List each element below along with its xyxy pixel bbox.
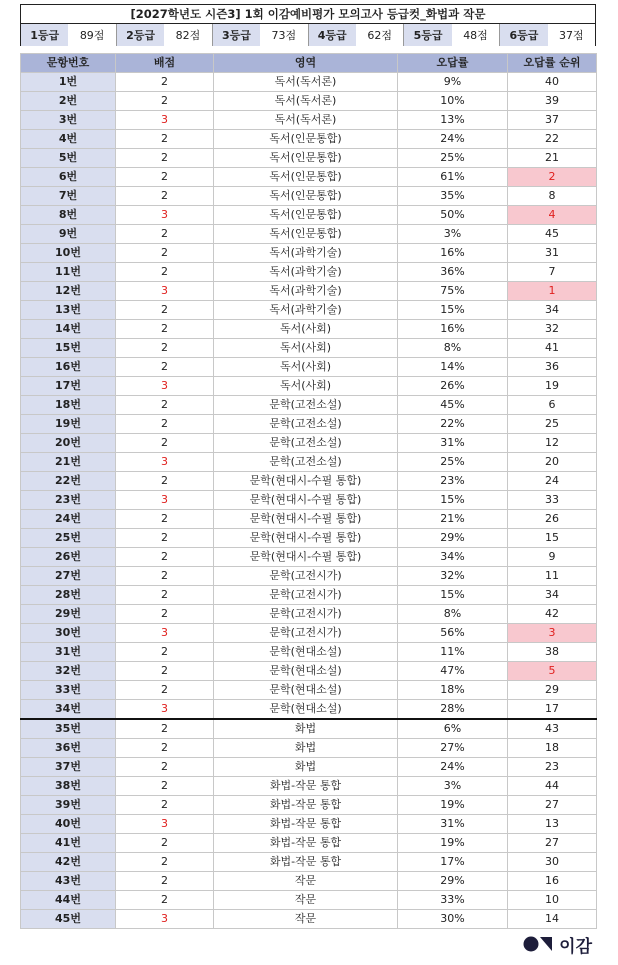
wrong-rate-rank-cell: 33 xyxy=(508,491,597,510)
question-number-cell: 11번 xyxy=(21,263,116,282)
question-number-cell: 34번 xyxy=(21,700,116,720)
wrong-rate-cell: 15% xyxy=(398,491,508,510)
points-cell: 2 xyxy=(116,681,214,700)
table-row xyxy=(21,187,597,206)
wrong-rate-cell: 15% xyxy=(398,301,508,320)
wrong-rate-cell: 45% xyxy=(398,396,508,415)
wrong-rate-cell: 3% xyxy=(398,777,508,796)
table-row xyxy=(21,643,597,662)
question-number-cell: 43번 xyxy=(21,872,116,891)
wrong-rate-cell: 32% xyxy=(398,567,508,586)
table-row xyxy=(21,624,597,643)
question-number-cell: 38번 xyxy=(21,777,116,796)
question-number-cell: 8번 xyxy=(21,206,116,225)
wrong-rate-cell: 24% xyxy=(398,130,508,149)
points-cell: 2 xyxy=(116,834,214,853)
wrong-rate-rank-cell: 36 xyxy=(508,358,597,377)
wrong-rate-rank-cell: 6 xyxy=(508,396,597,415)
wrong-rate-rank-cell: 23 xyxy=(508,758,597,777)
points-cell: 2 xyxy=(116,472,214,491)
area-cell: 독서(인문통합) xyxy=(214,149,398,168)
question-number-cell: 26번 xyxy=(21,548,116,567)
area-cell: 화법 xyxy=(214,719,398,739)
points-cell: 2 xyxy=(116,130,214,149)
wrong-rate-cell: 31% xyxy=(398,434,508,453)
points-cell: 2 xyxy=(116,662,214,681)
question-number-cell: 22번 xyxy=(21,472,116,491)
table-row xyxy=(21,796,597,815)
points-cell: 2 xyxy=(116,777,214,796)
question-number-cell: 37번 xyxy=(21,758,116,777)
wrong-rate-rank-cell: 13 xyxy=(508,815,597,834)
question-number-cell: 13번 xyxy=(21,301,116,320)
wrong-rate-rank-cell: 1 xyxy=(508,282,597,301)
grade-score: 48점 xyxy=(452,24,500,46)
wrong-rate-rank-cell: 2 xyxy=(508,168,597,187)
table-row xyxy=(21,396,597,415)
wrong-rate-cell: 25% xyxy=(398,453,508,472)
wrong-rate-cell: 34% xyxy=(398,548,508,567)
points-cell: 3 xyxy=(116,815,214,834)
area-cell: 문학(현대시-수필 통합) xyxy=(214,491,398,510)
wrong-rate-cell: 47% xyxy=(398,662,508,681)
wrong-rate-cell: 16% xyxy=(398,244,508,263)
wrong-rate-rank-cell: 43 xyxy=(508,719,597,739)
grade-label: 5등급 xyxy=(404,24,451,46)
question-number-cell: 39번 xyxy=(21,796,116,815)
area-cell: 독서(과학기술) xyxy=(214,282,398,301)
table-row xyxy=(21,377,597,396)
wrong-rate-rank-cell: 27 xyxy=(508,834,597,853)
wrong-rate-rank-cell: 17 xyxy=(508,700,597,720)
wrong-rate-cell: 6% xyxy=(398,719,508,739)
wrong-rate-cell: 3% xyxy=(398,225,508,244)
question-number-cell: 9번 xyxy=(21,225,116,244)
wrong-rate-rank-cell: 12 xyxy=(508,434,597,453)
points-cell: 2 xyxy=(116,719,214,739)
question-number-cell: 41번 xyxy=(21,834,116,853)
points-cell: 2 xyxy=(116,586,214,605)
area-cell: 문학(현대소설) xyxy=(214,643,398,662)
question-number-cell: 20번 xyxy=(21,434,116,453)
area-cell: 독서(사회) xyxy=(214,377,398,396)
wrong-rate-rank-cell: 25 xyxy=(508,415,597,434)
question-number-cell: 25번 xyxy=(21,529,116,548)
wrong-rate-cell: 29% xyxy=(398,529,508,548)
table-row xyxy=(21,244,597,263)
wrong-rate-cell: 14% xyxy=(398,358,508,377)
page-title: [2027학년도 시즌3] 1회 이감예비평가 모의고사 등급컷_화법과 작문 xyxy=(21,5,595,24)
wrong-rate-cell: 10% xyxy=(398,92,508,111)
wrong-rate-rank-cell: 44 xyxy=(508,777,597,796)
points-cell: 2 xyxy=(116,73,214,92)
wrong-rate-rank-cell: 32 xyxy=(508,320,597,339)
question-number-cell: 30번 xyxy=(21,624,116,643)
wrong-rate-rank-cell: 14 xyxy=(508,910,597,929)
wrong-rate-rank-cell: 31 xyxy=(508,244,597,263)
wrong-rate-rank-cell: 34 xyxy=(508,586,597,605)
points-cell: 3 xyxy=(116,700,214,720)
wrong-rate-cell: 56% xyxy=(398,624,508,643)
area-cell: 문학(현대시-수필 통합) xyxy=(214,472,398,491)
logo-text: 이감 xyxy=(559,936,592,957)
question-number-cell: 36번 xyxy=(21,739,116,758)
column-header: 문항번호 xyxy=(21,54,116,73)
area-cell: 화법-작문 통합 xyxy=(214,834,398,853)
points-cell: 2 xyxy=(116,529,214,548)
area-cell: 문학(고전소설) xyxy=(214,415,398,434)
wrong-rate-cell: 23% xyxy=(398,472,508,491)
wrong-rate-rank-cell: 22 xyxy=(508,130,597,149)
area-cell: 독서(과학기술) xyxy=(214,244,398,263)
wrong-rate-rank-cell: 19 xyxy=(508,377,597,396)
wrong-rate-cell: 33% xyxy=(398,891,508,910)
wrong-rate-cell: 13% xyxy=(398,111,508,130)
question-number-cell: 6번 xyxy=(21,168,116,187)
grade-label: 6등급 xyxy=(500,24,547,46)
points-cell: 3 xyxy=(116,111,214,130)
points-cell: 2 xyxy=(116,301,214,320)
area-cell: 독서(인문통합) xyxy=(214,168,398,187)
question-number-cell: 4번 xyxy=(21,130,116,149)
wrong-rate-cell: 11% xyxy=(398,643,508,662)
table-row xyxy=(21,453,597,472)
wrong-rate-rank-cell: 20 xyxy=(508,453,597,472)
points-cell: 2 xyxy=(116,187,214,206)
question-number-cell: 40번 xyxy=(21,815,116,834)
table-row xyxy=(21,853,597,872)
points-cell: 2 xyxy=(116,567,214,586)
points-cell: 2 xyxy=(116,510,214,529)
table-row xyxy=(21,700,597,720)
wrong-rate-rank-cell: 21 xyxy=(508,149,597,168)
area-cell: 문학(현대소설) xyxy=(214,662,398,681)
grade-cut-row xyxy=(21,24,595,46)
points-cell: 2 xyxy=(116,339,214,358)
area-cell: 독서(인문통합) xyxy=(214,225,398,244)
area-cell: 화법 xyxy=(214,739,398,758)
grade-score: 89점 xyxy=(68,24,116,46)
wrong-rate-rank-cell: 24 xyxy=(508,472,597,491)
question-number-cell: 14번 xyxy=(21,320,116,339)
table-row xyxy=(21,605,597,624)
question-number-cell: 29번 xyxy=(21,605,116,624)
table-row xyxy=(21,510,597,529)
area-cell: 독서(인문통합) xyxy=(214,130,398,149)
area-cell: 문학(고전시가) xyxy=(214,586,398,605)
area-cell: 독서(독서론) xyxy=(214,73,398,92)
area-cell: 작문 xyxy=(214,910,398,929)
table-header-row xyxy=(21,54,597,73)
wrong-rate-rank-cell: 40 xyxy=(508,73,597,92)
grade-score: 82점 xyxy=(164,24,212,46)
table-row xyxy=(21,491,597,510)
points-cell: 2 xyxy=(116,739,214,758)
points-cell: 3 xyxy=(116,910,214,929)
wrong-rate-rank-cell: 27 xyxy=(508,796,597,815)
points-cell: 3 xyxy=(116,282,214,301)
area-cell: 화법-작문 통합 xyxy=(214,777,398,796)
points-cell: 2 xyxy=(116,263,214,282)
wrong-rate-cell: 31% xyxy=(398,815,508,834)
wrong-rate-rank-cell: 34 xyxy=(508,301,597,320)
grade-score: 73점 xyxy=(260,24,308,46)
wrong-rate-rank-cell: 4 xyxy=(508,206,597,225)
wrong-rate-cell: 75% xyxy=(398,282,508,301)
area-cell: 문학(고전소설) xyxy=(214,434,398,453)
area-cell: 문학(고전소설) xyxy=(214,453,398,472)
points-cell: 2 xyxy=(116,853,214,872)
table-row xyxy=(21,777,597,796)
wrong-rate-cell: 24% xyxy=(398,758,508,777)
table-row xyxy=(21,719,597,739)
question-number-cell: 12번 xyxy=(21,282,116,301)
table-row xyxy=(21,73,597,92)
wrong-rate-rank-cell: 30 xyxy=(508,853,597,872)
table-row xyxy=(21,758,597,777)
area-cell: 문학(현대소설) xyxy=(214,700,398,720)
wrong-rate-rank-cell: 26 xyxy=(508,510,597,529)
grade-score: 37점 xyxy=(548,24,595,46)
table-row xyxy=(21,586,597,605)
igam-logo-icon xyxy=(523,936,553,952)
table-row xyxy=(21,472,597,491)
grade-label: 4등급 xyxy=(309,24,356,46)
table-row xyxy=(21,225,597,244)
table-row xyxy=(21,872,597,891)
area-cell: 문학(고전소설) xyxy=(214,396,398,415)
table-row xyxy=(21,320,597,339)
table-row xyxy=(21,168,597,187)
wrong-rate-cell: 26% xyxy=(398,377,508,396)
question-number-cell: 21번 xyxy=(21,453,116,472)
table-row xyxy=(21,206,597,225)
wrong-rate-cell: 30% xyxy=(398,910,508,929)
grade-label: 1등급 xyxy=(21,24,68,46)
area-cell: 독서(독서론) xyxy=(214,92,398,111)
area-cell: 작문 xyxy=(214,872,398,891)
wrong-rate-cell: 50% xyxy=(398,206,508,225)
area-cell: 문학(현대시-수필 통합) xyxy=(214,510,398,529)
wrong-rate-rank-cell: 38 xyxy=(508,643,597,662)
table-row xyxy=(21,834,597,853)
area-cell: 문학(고전시가) xyxy=(214,567,398,586)
area-cell: 화법-작문 통합 xyxy=(214,815,398,834)
area-cell: 문학(현대소설) xyxy=(214,681,398,700)
question-number-cell: 32번 xyxy=(21,662,116,681)
points-cell: 3 xyxy=(116,377,214,396)
points-cell: 2 xyxy=(116,244,214,263)
wrong-rate-rank-cell: 3 xyxy=(508,624,597,643)
wrong-rate-rank-cell: 41 xyxy=(508,339,597,358)
wrong-rate-cell: 22% xyxy=(398,415,508,434)
grade-label: 2등급 xyxy=(117,24,164,46)
area-cell: 화법-작문 통합 xyxy=(214,796,398,815)
wrong-rate-cell: 19% xyxy=(398,834,508,853)
wrong-rate-cell: 27% xyxy=(398,739,508,758)
table-row xyxy=(21,149,597,168)
table-row xyxy=(21,282,597,301)
table-row xyxy=(21,739,597,758)
points-cell: 2 xyxy=(116,396,214,415)
wrong-rate-cell: 35% xyxy=(398,187,508,206)
question-number-cell: 17번 xyxy=(21,377,116,396)
area-cell: 독서(인문통합) xyxy=(214,187,398,206)
question-number-cell: 44번 xyxy=(21,891,116,910)
points-cell: 2 xyxy=(116,434,214,453)
wrong-rate-rank-cell: 7 xyxy=(508,263,597,282)
area-cell: 독서(인문통합) xyxy=(214,206,398,225)
question-number-cell: 23번 xyxy=(21,491,116,510)
points-cell: 3 xyxy=(116,453,214,472)
wrong-rate-cell: 18% xyxy=(398,681,508,700)
wrong-rate-rank-cell: 18 xyxy=(508,739,597,758)
points-cell: 2 xyxy=(116,149,214,168)
wrong-rate-rank-cell: 45 xyxy=(508,225,597,244)
wrong-rate-rank-cell: 29 xyxy=(508,681,597,700)
question-number-cell: 19번 xyxy=(21,415,116,434)
table-row xyxy=(21,263,597,282)
question-number-cell: 33번 xyxy=(21,681,116,700)
wrong-rate-cell: 61% xyxy=(398,168,508,187)
question-number-cell: 1번 xyxy=(21,73,116,92)
column-header: 배점 xyxy=(116,54,214,73)
column-header: 영역 xyxy=(214,54,398,73)
wrong-rate-cell: 8% xyxy=(398,605,508,624)
points-cell: 3 xyxy=(116,624,214,643)
wrong-rate-rank-cell: 8 xyxy=(508,187,597,206)
area-cell: 작문 xyxy=(214,891,398,910)
wrong-rate-cell: 21% xyxy=(398,510,508,529)
wrong-rate-rank-cell: 37 xyxy=(508,111,597,130)
points-cell: 3 xyxy=(116,491,214,510)
points-cell: 2 xyxy=(116,225,214,244)
table-row xyxy=(21,529,597,548)
question-number-cell: 31번 xyxy=(21,643,116,662)
points-cell: 2 xyxy=(116,320,214,339)
grade-score: 62점 xyxy=(356,24,404,46)
wrong-answer-table xyxy=(20,53,597,929)
area-cell: 독서(사회) xyxy=(214,339,398,358)
question-number-cell: 42번 xyxy=(21,853,116,872)
wrong-rate-cell: 8% xyxy=(398,339,508,358)
points-cell: 2 xyxy=(116,872,214,891)
points-cell: 2 xyxy=(116,415,214,434)
table-row xyxy=(21,111,597,130)
area-cell: 문학(고전시가) xyxy=(214,624,398,643)
question-number-cell: 7번 xyxy=(21,187,116,206)
table-row xyxy=(21,815,597,834)
table-row xyxy=(21,891,597,910)
column-header: 오답률 xyxy=(398,54,508,73)
area-cell: 독서(과학기술) xyxy=(214,301,398,320)
table-row xyxy=(21,92,597,111)
question-number-cell: 15번 xyxy=(21,339,116,358)
wrong-rate-rank-cell: 9 xyxy=(508,548,597,567)
points-cell: 2 xyxy=(116,358,214,377)
wrong-rate-cell: 15% xyxy=(398,586,508,605)
table-row xyxy=(21,358,597,377)
column-header: 오답률 순위 xyxy=(508,54,597,73)
grade-label: 3등급 xyxy=(213,24,260,46)
points-cell: 2 xyxy=(116,643,214,662)
area-cell: 독서(사회) xyxy=(214,358,398,377)
area-cell: 독서(독서론) xyxy=(214,111,398,130)
question-number-cell: 35번 xyxy=(21,719,116,739)
area-cell: 문학(현대시-수필 통합) xyxy=(214,529,398,548)
points-cell: 2 xyxy=(116,796,214,815)
question-number-cell: 5번 xyxy=(21,149,116,168)
question-number-cell: 45번 xyxy=(21,910,116,929)
table-row xyxy=(21,415,597,434)
table-row xyxy=(21,434,597,453)
table-row xyxy=(21,910,597,929)
wrong-rate-rank-cell: 15 xyxy=(508,529,597,548)
wrong-rate-rank-cell: 11 xyxy=(508,567,597,586)
points-cell: 2 xyxy=(116,548,214,567)
question-number-cell: 2번 xyxy=(21,92,116,111)
wrong-rate-cell: 16% xyxy=(398,320,508,339)
table-row xyxy=(21,567,597,586)
table-row xyxy=(21,681,597,700)
points-cell: 2 xyxy=(116,891,214,910)
table-row xyxy=(21,662,597,681)
wrong-rate-cell: 29% xyxy=(398,872,508,891)
area-cell: 독서(과학기술) xyxy=(214,263,398,282)
points-cell: 2 xyxy=(116,758,214,777)
question-number-cell: 16번 xyxy=(21,358,116,377)
points-cell: 2 xyxy=(116,168,214,187)
table-row xyxy=(21,339,597,358)
wrong-rate-cell: 25% xyxy=(398,149,508,168)
points-cell: 2 xyxy=(116,605,214,624)
wrong-rate-cell: 19% xyxy=(398,796,508,815)
area-cell: 문학(고전시가) xyxy=(214,605,398,624)
wrong-rate-rank-cell: 10 xyxy=(508,891,597,910)
wrong-rate-rank-cell: 16 xyxy=(508,872,597,891)
points-cell: 3 xyxy=(116,206,214,225)
wrong-rate-cell: 17% xyxy=(398,853,508,872)
question-number-cell: 18번 xyxy=(21,396,116,415)
area-cell: 독서(사회) xyxy=(214,320,398,339)
table-row xyxy=(21,130,597,149)
wrong-rate-rank-cell: 5 xyxy=(508,662,597,681)
question-number-cell: 3번 xyxy=(21,111,116,130)
area-cell: 문학(현대시-수필 통합) xyxy=(214,548,398,567)
wrong-rate-cell: 9% xyxy=(398,73,508,92)
area-cell: 화법 xyxy=(214,758,398,777)
table-row xyxy=(21,301,597,320)
wrong-rate-cell: 28% xyxy=(398,700,508,720)
wrong-rate-cell: 36% xyxy=(398,263,508,282)
area-cell: 화법-작문 통합 xyxy=(214,853,398,872)
wrong-rate-rank-cell: 42 xyxy=(508,605,597,624)
wrong-rate-rank-cell: 39 xyxy=(508,92,597,111)
question-number-cell: 24번 xyxy=(21,510,116,529)
grade-cut-box xyxy=(20,4,596,46)
question-number-cell: 28번 xyxy=(21,586,116,605)
question-number-cell: 10번 xyxy=(21,244,116,263)
question-number-cell: 27번 xyxy=(21,567,116,586)
points-cell: 2 xyxy=(116,92,214,111)
table-row xyxy=(21,548,597,567)
igam-logo xyxy=(523,933,592,955)
